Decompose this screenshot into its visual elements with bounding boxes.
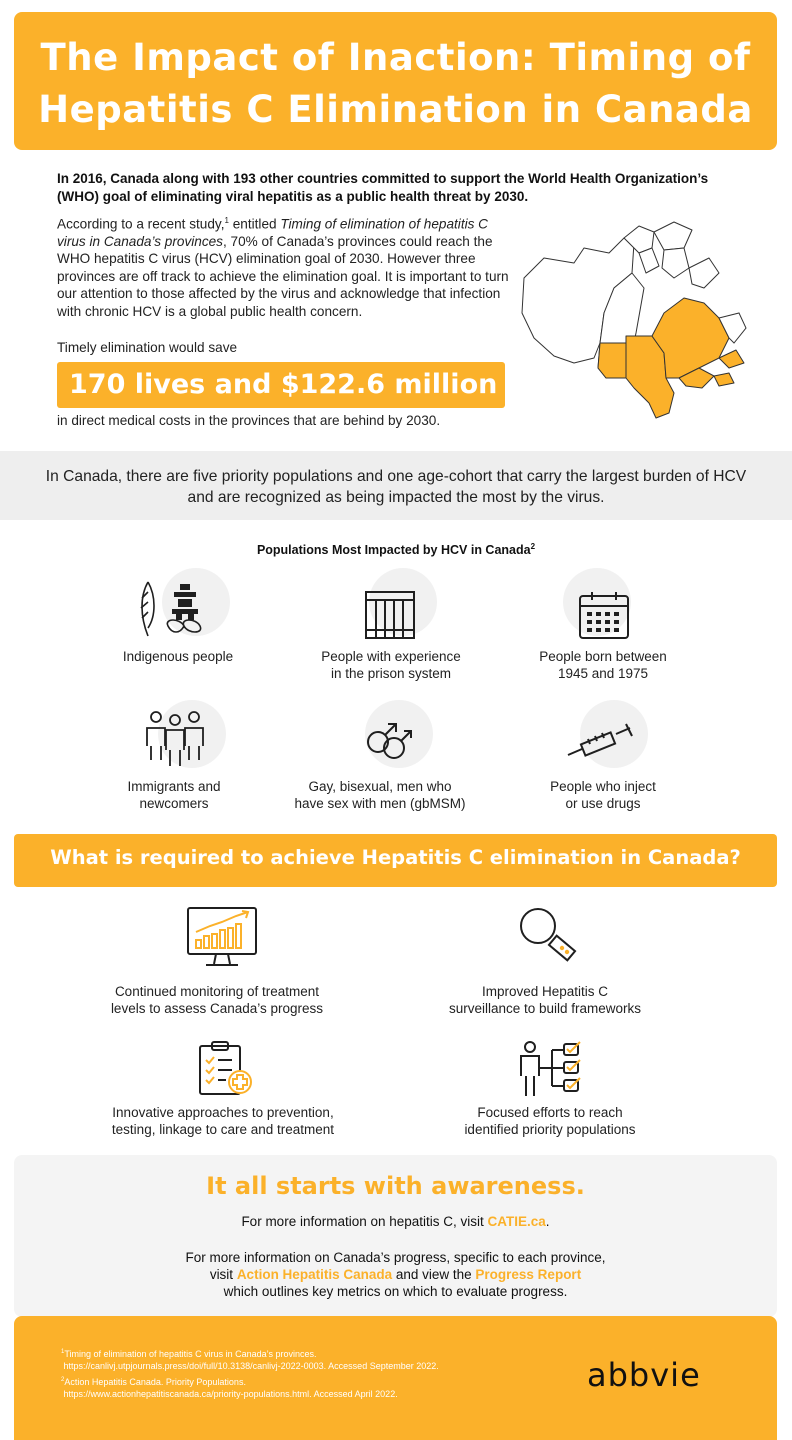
highlight-text: 170 lives and $122.6 million [69,369,498,400]
page-title: The Impact of Inaction: Timing of Hepatitis C Elimination in Canada [38,36,753,131]
highlight-box [57,362,505,408]
priority-intro-text: In Canada, there are five priority populations and one age-cohort that carry the largest burden of HCV and are recognized as being impacted the most by the virus. [45,468,747,506]
populations-title: Populations Most Impacted by HCV in Canada$^2$ [256,542,536,558]
footer [14,1316,777,1440]
monitor-chart-icon [186,906,258,968]
feather-inukshuk-infinity-icon [136,578,218,642]
study-paragraph: According to a recent study,$^1$ entitled Timing of elimination of hepatitis C virus in Canada’s provinces, 70% of Canada’s provinces could reach the WHO hepatitis C virus (HCV) elimination goal of 2030. However three provinces are off track to achieve the elimination goal. It is important to turn our attention to those affected by the virus and acknowledge that infection with chronic HCV is a global public health concern. [57,216,509,319]
population-label: Indigenous people [122,649,234,664]
requirement-label: Improved Hepatitis C surveillance to build frameworks [448,984,642,1016]
people-group-icon [144,710,206,768]
action-hepatitis-link[interactable]: Action Hepatitis Canada [236,1267,393,1282]
magnifier-icon [518,906,580,966]
person-checklist-icon [518,1040,584,1098]
reference-1: $^1$Timing of elimination of hepatitis C virus in Canada’s provinces. https://canlivj.utpjournals.press/doi/full/10.3138/canlivj-2022-0003. Accessed September 2022. [61,1349,439,1371]
awareness-title: It all starts with awareness. [206,1172,585,1200]
save-tail-text: in direct medical costs in the provinces that are behind by 2030. [57,413,441,428]
requirement-label: Focused efforts to reach identified priority populations [464,1105,636,1137]
reference-2: $^2$Action Hepatitis Canada. Priority Populations. https://www.actionhepatitiscanada.ca/priority-populations.html. Accessed April 2022. [61,1377,398,1399]
population-label: People with experience in the prison system [321,649,461,681]
abbvie-logo: abbvie [587,1356,701,1394]
intro-statement: In 2016, Canada along with 193 other countries committed to support the World Health Organization’s (WHO) goal of eliminating viral hepatitis as a public health threat by 2030. [57,171,709,204]
population-label: Gay, bisexual, men who have sex with men (gbMSM) [294,779,466,811]
prison-bars-icon [364,590,416,640]
population-label: People born between 1945 and 1975 [539,649,667,681]
requirement-label: Innovative approaches to prevention, testing, linkage to care and treatment [111,1105,335,1137]
save-lead-text: Timely elimination would save [57,340,238,355]
canada-map [514,218,754,424]
progress-report-link[interactable]: Progress Report [475,1267,582,1282]
male-symbols-icon [364,712,414,762]
catie-link[interactable]: CATIE.ca [487,1214,546,1229]
population-label: People who inject or use drugs [550,779,656,811]
syringe-icon [566,722,640,758]
priority-intro-band [0,451,792,520]
progress-line: For more information on Canada’s progress, specific to each province, visit Action Hepatitis Canada and view the Progress Report which outlines key metrics on which to evaluate progress. [185,1250,606,1299]
requirements-banner [14,834,777,887]
population-label: Immigrants and newcomers [127,779,221,811]
calendar-icon [578,590,630,640]
requirement-label: Continued monitoring of treatment levels to assess Canada’s progress [110,984,324,1016]
awareness-panel [14,1155,777,1317]
requirements-title: What is required to achieve Hepatitis C elimination in Canada? [50,846,741,869]
header-banner [14,12,777,150]
catie-line: For more information on hepatitis C, visit CATIE.ca. [241,1214,550,1229]
clipboard-plus-icon [198,1040,254,1096]
